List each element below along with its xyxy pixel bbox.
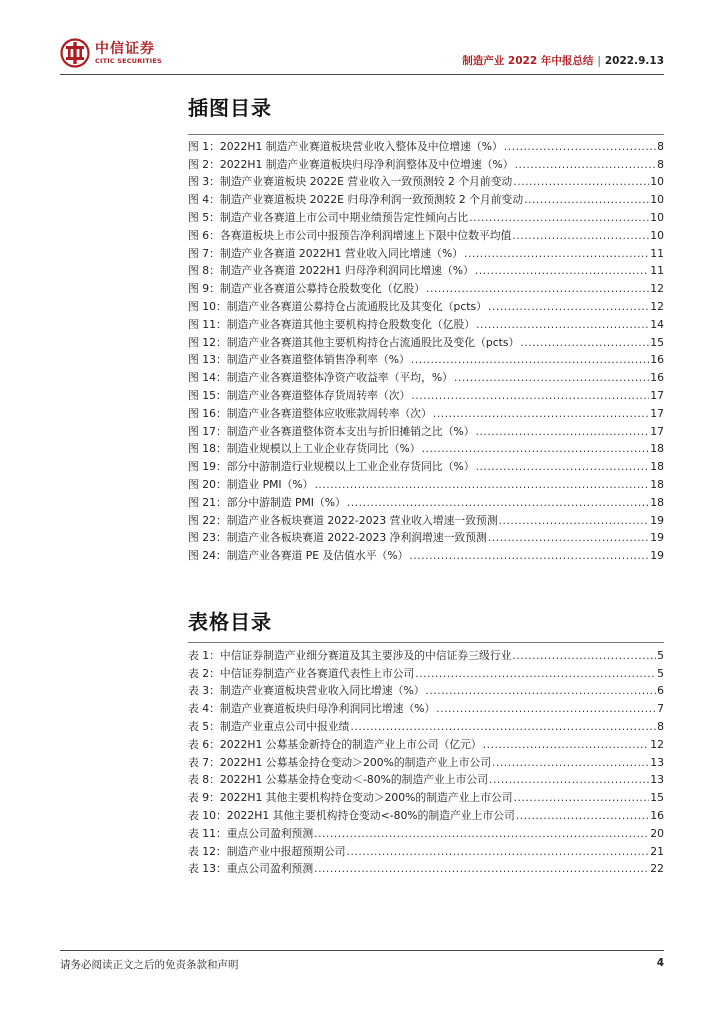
figure-toc-entry-page: 17 — [650, 424, 664, 438]
table-toc-entry-title: 表 13：重点公司盈利预测 — [188, 862, 314, 876]
figure-toc-entry[interactable] — [188, 544, 664, 562]
figure-toc-entry[interactable] — [188, 153, 664, 171]
figure-toc-entry-title: 图 20：制造业 PMI（%） — [188, 477, 314, 491]
figure-toc-entry[interactable] — [188, 260, 664, 278]
figure-toc-entry[interactable] — [188, 313, 664, 331]
toc-leader-dots — [524, 193, 649, 206]
footer-disclaimer[interactable]: 请务必阅读正文之后的免责条款和声明 — [60, 959, 239, 971]
figure-toc-entry[interactable] — [188, 188, 664, 206]
table-toc-entry[interactable] — [188, 644, 664, 662]
figure-toc-entry-page: 10 — [650, 228, 664, 242]
toc-leader-dots — [409, 549, 649, 562]
figure-toc-entry[interactable] — [188, 277, 664, 295]
figure-toc-entry[interactable] — [188, 384, 664, 402]
table-toc-entry-page: 5 — [657, 666, 664, 680]
figure-toc-entry[interactable] — [188, 366, 664, 384]
toc-leader-dots — [426, 684, 657, 697]
figure-toc-entry[interactable] — [188, 224, 664, 242]
figure-toc-entry-page: 8 — [657, 139, 664, 153]
figure-toc-entry-title: 图 13：制造产业各赛道整体销售净利率（%） — [188, 353, 410, 367]
toc-leader-dots — [454, 371, 649, 384]
toc-leader-dots — [514, 791, 650, 804]
toc-leader-dots — [314, 478, 649, 491]
figure-toc-entry-page: 17 — [650, 406, 664, 420]
toc-leader-dots — [476, 425, 650, 438]
figure-toc-entry-title: 图 12：制造产业各赛道其他主要机构持仓占流通股比及变化（pcts） — [188, 335, 520, 349]
figure-toc-entry[interactable] — [188, 473, 664, 491]
toc-leader-dots — [476, 318, 649, 331]
figure-toc-entry[interactable] — [188, 509, 664, 527]
toc-leader-dots — [433, 407, 649, 420]
figure-toc-entry-page: 12 — [650, 282, 664, 296]
table-toc-entry[interactable] — [188, 715, 664, 733]
table-toc-entry[interactable] — [188, 733, 664, 751]
figure-toc-entry-page: 19 — [650, 513, 664, 527]
toc-leader-dots — [512, 229, 649, 242]
table-toc-entry[interactable] — [188, 786, 664, 804]
figure-toc-entry-page: 16 — [650, 353, 664, 367]
logo-english-name: CITIC SECURITIES — [95, 57, 162, 65]
footer-divider — [60, 950, 664, 951]
table-toc-entry[interactable] — [188, 680, 664, 698]
table-toc-entry-title: 表 4：制造产业赛道板块归母净利润同比增速（%） — [188, 702, 436, 716]
table-toc-entry-page: 21 — [650, 844, 664, 858]
toc-leader-dots — [347, 496, 649, 509]
figure-toc-entry-page: 16 — [650, 371, 664, 385]
toc-leader-dots — [504, 140, 656, 153]
toc-leader-dots — [512, 649, 656, 662]
figure-toc-entry-title: 图 2：2022H1 制造产业赛道板块归母净利润整体及中位增速（%） — [188, 157, 514, 171]
toc-leader-dots — [415, 667, 656, 680]
table-toc-entry[interactable] — [188, 769, 664, 787]
toc-leader-dots — [411, 389, 649, 402]
table-toc-entry-title: 表 12：制造产业中报超预期公司 — [188, 844, 346, 858]
table-toc-entry-page: 12 — [650, 737, 664, 751]
table-toc-entry-page: 15 — [650, 791, 664, 805]
table-toc-entry[interactable] — [188, 804, 664, 822]
figure-toc-entry[interactable] — [188, 135, 664, 153]
table-toc-entry-title: 表 9：2022H1 其他主要机构持仓变动＞200%的制造产业上市公司 — [188, 791, 513, 805]
toc-leader-dots — [436, 702, 656, 715]
table-toc-entry-page: 13 — [650, 773, 664, 787]
figure-toc-entry-title: 图 3：制造产业赛道板块 2022E 营业收入一致预测较 2 个月前变动 — [188, 175, 513, 189]
figure-toc-entry[interactable] — [188, 206, 664, 224]
figure-toc-entry-page: 19 — [650, 549, 664, 563]
figures-toc-list — [188, 135, 664, 562]
header-separator: | — [597, 55, 601, 67]
toc-leader-dots — [314, 862, 649, 875]
table-toc-entry-title: 表 6：2022H1 公募基金新持仓的制造产业上市公司（亿元） — [188, 737, 482, 751]
table-toc-entry-page: 16 — [650, 808, 664, 822]
table-toc-entry-title: 表 3：制造产业赛道板块营业收入同比增速（%） — [188, 684, 425, 698]
table-toc-entry[interactable] — [188, 822, 664, 840]
table-toc-entry-title: 表 10：2022H1 其他主要机构持仓变动<-80%的制造产业上市公司 — [188, 808, 515, 822]
figure-toc-entry-title: 图 24：制造产业各赛道 PE 及估值水平（%） — [188, 549, 409, 563]
figure-toc-entry-title: 图 15：制造产业各赛道整体存货周转率（次） — [188, 388, 411, 402]
figures-toc-title: 插图目录 — [188, 96, 272, 120]
table-toc-entry[interactable] — [188, 858, 664, 876]
figure-toc-entry-title: 图 11：制造产业各赛道其他主要机构持仓股数变化（亿股） — [188, 317, 476, 331]
figure-toc-entry-title: 图 19：部分中游制造行业规模以上工业企业存货同比（%） — [188, 460, 475, 474]
page-number: 4 — [656, 957, 664, 969]
table-toc-entry[interactable] — [188, 751, 664, 769]
figure-toc-entry-page: 17 — [650, 388, 664, 402]
toc-leader-dots — [350, 720, 656, 733]
toc-leader-dots — [489, 773, 649, 786]
toc-leader-dots — [422, 442, 650, 455]
figure-toc-entry-title: 图 4：制造产业赛道板块 2022E 归母净利润一致预测较 2 个月前变动 — [188, 193, 524, 207]
figure-toc-entry-title: 图 16：制造产业各赛道整体应收账款周转率（次） — [188, 406, 432, 420]
table-toc-entry-page: 20 — [650, 826, 664, 840]
figure-toc-entry[interactable] — [188, 527, 664, 545]
table-toc-entry[interactable] — [188, 840, 664, 858]
figure-toc-entry-title: 图 17：制造产业各赛道整体资本支出与折旧摊销之比（%） — [188, 424, 475, 438]
table-toc-entry[interactable] — [188, 662, 664, 680]
report-date: 2022.9.13 — [604, 55, 664, 67]
figure-toc-entry-page: 18 — [650, 477, 664, 491]
figure-toc-entry[interactable] — [188, 349, 664, 367]
figure-toc-entry-title: 图 22：制造产业各板块赛道 2022-2023 营业收入增速一致预测 — [188, 513, 498, 527]
toc-leader-dots — [469, 211, 649, 224]
table-toc-entry-page: 8 — [657, 719, 664, 733]
table-toc-entry-title: 表 5：制造产业重点公司中报业绩 — [188, 719, 350, 733]
table-toc-entry-page: 5 — [657, 648, 664, 662]
table-toc-entry-page: 7 — [657, 702, 664, 716]
toc-leader-dots — [314, 827, 649, 840]
toc-leader-dots — [499, 514, 650, 527]
table-toc-entry-title: 表 11：重点公司盈利预测 — [188, 826, 314, 840]
figure-toc-entry-page: 14 — [650, 317, 664, 331]
table-toc-entry[interactable] — [188, 697, 664, 715]
figure-toc-entry-page: 19 — [650, 531, 664, 545]
figure-toc-entry-title: 图 9：制造产业各赛道公募持仓股数变化（亿股） — [188, 282, 426, 296]
figure-toc-entry[interactable] — [188, 420, 664, 438]
toc-leader-dots — [426, 282, 649, 295]
table-toc-entry-title: 表 8：2022H1 公募基金持仓变动＜-80%的制造产业上市公司 — [188, 773, 489, 787]
table-toc-entry-page: 13 — [650, 755, 664, 769]
figure-toc-entry-title: 图 5：制造产业各赛道上市公司中期业绩预告定性倾向占比 — [188, 210, 469, 224]
tables-toc-title: 表格目录 — [188, 610, 272, 634]
header-report-info — [462, 53, 664, 68]
figure-toc-entry[interactable] — [188, 402, 664, 420]
figure-toc-entry-title: 图 8：制造产业各赛道 2022H1 归母净利润同比增速（%） — [188, 264, 474, 278]
figure-toc-entry-page: 18 — [650, 495, 664, 509]
figure-toc-entry-title: 图 23：制造产业各板块赛道 2022-2023 净利润增速一致预测 — [188, 531, 487, 545]
table-toc-entry-title: 表 1：中信证券制造产业细分赛道及其主要涉及的中信证券三级行业 — [188, 648, 512, 662]
tables-toc-list — [188, 644, 664, 875]
tables-toc-rule — [188, 642, 664, 643]
figure-toc-entry-page: 11 — [650, 246, 664, 260]
figure-toc-entry-title: 图 14：制造产业各赛道整体净资产收益率（平均，%） — [188, 371, 453, 385]
toc-leader-dots — [483, 738, 650, 751]
toc-leader-dots — [515, 158, 657, 171]
toc-leader-dots — [520, 336, 649, 349]
toc-leader-dots — [475, 264, 649, 277]
toc-leader-dots — [476, 460, 650, 473]
table-toc-entry-page: 6 — [657, 684, 664, 698]
figure-toc-entry-page: 18 — [650, 442, 664, 456]
figure-toc-entry[interactable] — [188, 438, 664, 456]
page-header — [60, 32, 664, 72]
figure-toc-entry[interactable] — [188, 171, 664, 189]
figure-toc-entry-page: 15 — [650, 335, 664, 349]
figure-toc-entry-page: 12 — [650, 299, 664, 313]
figure-toc-entry-page: 11 — [650, 264, 664, 278]
toc-leader-dots — [492, 756, 649, 769]
figure-toc-entry-page: 10 — [650, 210, 664, 224]
table-toc-entry-page: 22 — [650, 862, 664, 876]
table-toc-entry-title: 表 2：中信证券制造产业各赛道代表性上市公司 — [188, 666, 415, 680]
figure-toc-entry-title: 图 18：制造业规模以上工业企业存货同比（%） — [188, 442, 421, 456]
figure-toc-entry-title: 图 1：2022H1 制造产业赛道板块营业收入整体及中位增速（%） — [188, 139, 503, 153]
figure-toc-entry[interactable] — [188, 491, 664, 509]
figure-toc-entry[interactable] — [188, 295, 664, 313]
figure-toc-entry[interactable] — [188, 331, 664, 349]
toc-leader-dots — [464, 247, 649, 260]
figure-toc-entry-page: 8 — [657, 157, 664, 171]
figure-toc-entry[interactable] — [188, 242, 664, 260]
figure-toc-entry-title: 图 21：部分中游制造 PMI（%） — [188, 495, 346, 509]
figure-toc-entry-title: 图 10：制造产业各赛道公募持仓占流通股比及其变化（pcts） — [188, 299, 487, 313]
citic-logo-icon — [60, 38, 90, 68]
figure-toc-entry[interactable] — [188, 455, 664, 473]
figure-toc-entry-title: 图 6：各赛道板块上市公司中报预告净利润增速上下限中位数平均值 — [188, 228, 512, 242]
figure-toc-entry-title: 图 7：制造产业各赛道 2022H1 营业收入同比增速（%） — [188, 246, 464, 260]
citic-securities-logo — [60, 36, 162, 70]
figure-toc-entry-page: 10 — [650, 175, 664, 189]
toc-leader-dots — [488, 300, 649, 313]
toc-leader-dots — [516, 809, 650, 822]
header-divider — [60, 74, 664, 75]
report-title: 制造产业 2022 年中报总结 — [462, 55, 594, 67]
figure-toc-entry-page: 10 — [650, 193, 664, 207]
toc-leader-dots — [488, 531, 649, 544]
toc-leader-dots — [411, 353, 649, 366]
toc-leader-dots — [513, 175, 649, 188]
toc-leader-dots — [347, 845, 650, 858]
logo-chinese-name: 中信证券 — [95, 41, 155, 57]
figure-toc-entry-page: 18 — [650, 460, 664, 474]
table-toc-entry-title: 表 7：2022H1 公募基金持仓变动＞200%的制造产业上市公司 — [188, 755, 492, 769]
